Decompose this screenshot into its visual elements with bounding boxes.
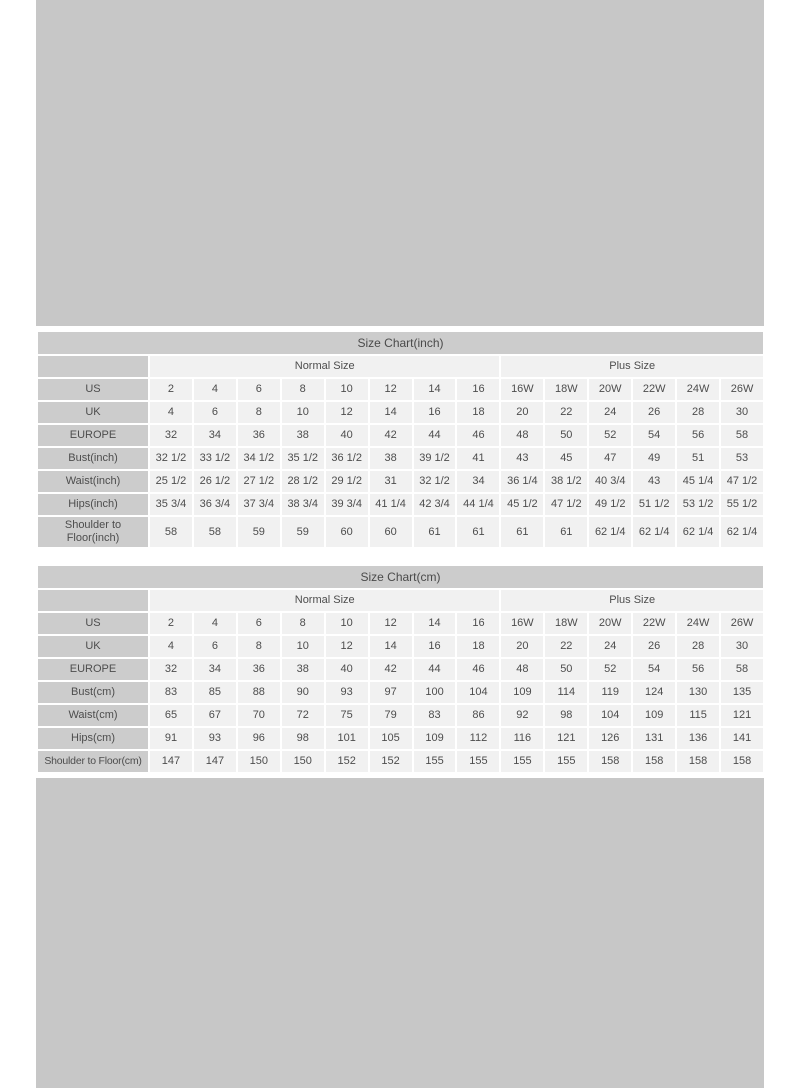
row-label: Waist(inch): [38, 471, 148, 492]
cell-value: 35 3/4: [150, 494, 192, 515]
cell-value: 35 1/2: [282, 448, 324, 469]
cell-value: 40: [326, 425, 368, 446]
size-chart-table: [38, 332, 763, 547]
cell-value: 52: [589, 425, 631, 446]
group-header-row: [38, 356, 763, 377]
row-label: Hips(inch): [38, 494, 148, 515]
cell-value: 130: [677, 682, 719, 703]
cell-value: 31: [370, 471, 412, 492]
cell-value: 2: [150, 613, 192, 634]
cell-value: 24: [589, 636, 631, 657]
cell-value: 27 1/2: [238, 471, 280, 492]
table-grid: [38, 356, 763, 547]
cell-value: 20: [501, 402, 543, 423]
cell-value: 2: [150, 379, 192, 400]
group-header: Normal Size: [150, 590, 499, 611]
group-header-spacer: [38, 356, 148, 377]
cell-value: 22: [545, 636, 587, 657]
cell-value: 42: [370, 425, 412, 446]
cell-value: 62 1/4: [633, 517, 675, 547]
size-chart-table: [38, 566, 763, 772]
cell-value: 18: [457, 402, 499, 423]
cell-value: 61: [501, 517, 543, 547]
cell-value: 45 1/2: [501, 494, 543, 515]
row-label: Hips(cm): [38, 728, 148, 749]
cell-value: 22W: [633, 613, 675, 634]
cell-value: 8: [282, 379, 324, 400]
cell-value: 38: [370, 448, 412, 469]
cell-value: 36: [238, 659, 280, 680]
cell-value: 61: [457, 517, 499, 547]
group-header: Plus Size: [501, 356, 763, 377]
cell-value: 50: [545, 659, 587, 680]
cell-value: 32: [150, 659, 192, 680]
cell-value: 70: [238, 705, 280, 726]
table-row: [38, 425, 763, 446]
cell-value: 104: [589, 705, 631, 726]
cell-value: 58: [194, 517, 236, 547]
cell-value: 16: [457, 613, 499, 634]
cell-value: 30: [721, 402, 763, 423]
cell-value: 30: [721, 636, 763, 657]
cell-value: 47 1/2: [721, 471, 763, 492]
cell-value: 47: [589, 448, 631, 469]
cell-value: 136: [677, 728, 719, 749]
cell-value: 44 1/4: [457, 494, 499, 515]
cell-value: 8: [238, 402, 280, 423]
cell-value: 18W: [545, 613, 587, 634]
cell-value: 14: [370, 402, 412, 423]
table-row: [38, 613, 763, 634]
cell-value: 83: [414, 705, 456, 726]
cell-value: 24: [589, 402, 631, 423]
cell-value: 155: [501, 751, 543, 772]
cell-value: 158: [589, 751, 631, 772]
cell-value: 45 1/4: [677, 471, 719, 492]
cell-value: 93: [326, 682, 368, 703]
cell-value: 49: [633, 448, 675, 469]
cell-value: 22W: [633, 379, 675, 400]
cell-value: 26: [633, 636, 675, 657]
table-title: Size Chart(inch): [38, 332, 763, 354]
cell-value: 109: [501, 682, 543, 703]
cell-value: 50: [545, 425, 587, 446]
cell-value: 26: [633, 402, 675, 423]
cell-value: 109: [414, 728, 456, 749]
cell-value: 26W: [721, 613, 763, 634]
cell-value: 53 1/2: [677, 494, 719, 515]
cell-value: 46: [457, 659, 499, 680]
cell-value: 8: [238, 636, 280, 657]
cell-value: 8: [282, 613, 324, 634]
cell-value: 10: [282, 402, 324, 423]
cell-value: 58: [721, 425, 763, 446]
cell-value: 147: [194, 751, 236, 772]
cell-value: 91: [150, 728, 192, 749]
row-label: UK: [38, 402, 148, 423]
cell-value: 62 1/4: [677, 517, 719, 547]
cell-value: 20: [501, 636, 543, 657]
row-label: US: [38, 613, 148, 634]
cell-value: 16: [414, 636, 456, 657]
cell-value: 158: [721, 751, 763, 772]
cell-value: 18W: [545, 379, 587, 400]
cell-value: 51: [677, 448, 719, 469]
cell-value: 38 1/2: [545, 471, 587, 492]
cell-value: 54: [633, 659, 675, 680]
cell-value: 47 1/2: [545, 494, 587, 515]
cell-value: 88: [238, 682, 280, 703]
cell-value: 92: [501, 705, 543, 726]
cell-value: 37 3/4: [238, 494, 280, 515]
cell-value: 72: [282, 705, 324, 726]
cell-value: 109: [633, 705, 675, 726]
cell-value: 12: [326, 402, 368, 423]
cell-value: 67: [194, 705, 236, 726]
cell-value: 38: [282, 659, 324, 680]
cell-value: 58: [721, 659, 763, 680]
table-row: [38, 471, 763, 492]
row-label: Shoulder to Floor(cm): [38, 751, 148, 772]
cell-value: 56: [677, 659, 719, 680]
cell-value: 150: [238, 751, 280, 772]
cell-value: 150: [282, 751, 324, 772]
cell-value: 16: [414, 402, 456, 423]
table-row: [38, 379, 763, 400]
cell-value: 16W: [501, 379, 543, 400]
cell-value: 90: [282, 682, 324, 703]
table-row: [38, 682, 763, 703]
cell-value: 39 3/4: [326, 494, 368, 515]
row-label: Bust(inch): [38, 448, 148, 469]
cell-value: 41 1/4: [370, 494, 412, 515]
cell-value: 4: [150, 402, 192, 423]
cell-value: 4: [150, 636, 192, 657]
table-row: [38, 636, 763, 657]
cell-value: 135: [721, 682, 763, 703]
cell-value: 62 1/4: [589, 517, 631, 547]
cell-value: 44: [414, 425, 456, 446]
table-row: [38, 402, 763, 423]
cell-value: 24W: [677, 613, 719, 634]
cell-value: 114: [545, 682, 587, 703]
cell-value: 147: [150, 751, 192, 772]
cell-value: 43: [501, 448, 543, 469]
cell-value: 52: [589, 659, 631, 680]
row-label: EUROPE: [38, 659, 148, 680]
row-label: Waist(cm): [38, 705, 148, 726]
cell-value: 61: [414, 517, 456, 547]
cell-value: 32: [150, 425, 192, 446]
group-header: Normal Size: [150, 356, 499, 377]
cell-value: 4: [194, 379, 236, 400]
cell-value: 20W: [589, 379, 631, 400]
cell-value: 10: [282, 636, 324, 657]
cell-value: 29 1/2: [326, 471, 368, 492]
cell-value: 61: [545, 517, 587, 547]
cell-value: 126: [589, 728, 631, 749]
cell-value: 158: [677, 751, 719, 772]
group-header: Plus Size: [501, 590, 763, 611]
cell-value: 6: [238, 379, 280, 400]
group-header-spacer: [38, 590, 148, 611]
cell-value: 97: [370, 682, 412, 703]
cell-value: 48: [501, 659, 543, 680]
cell-value: 45: [545, 448, 587, 469]
cell-value: 115: [677, 705, 719, 726]
cell-value: 121: [545, 728, 587, 749]
cell-value: 36 3/4: [194, 494, 236, 515]
cell-value: 28: [677, 636, 719, 657]
cell-value: 18: [457, 636, 499, 657]
cell-value: 93: [194, 728, 236, 749]
cell-value: 4: [194, 613, 236, 634]
cell-value: 6: [194, 636, 236, 657]
cell-value: 98: [282, 728, 324, 749]
cell-value: 105: [370, 728, 412, 749]
table-row: [38, 659, 763, 680]
cell-value: 155: [545, 751, 587, 772]
cell-value: 14: [370, 636, 412, 657]
cell-value: 54: [633, 425, 675, 446]
cell-value: 40 3/4: [589, 471, 631, 492]
cell-value: 65: [150, 705, 192, 726]
table-row: [38, 751, 763, 772]
cell-value: 34: [194, 425, 236, 446]
cell-value: 48: [501, 425, 543, 446]
table-row: [38, 494, 763, 515]
row-label: Shoulder to Floor(inch): [38, 517, 148, 547]
cell-value: 38 3/4: [282, 494, 324, 515]
row-label: US: [38, 379, 148, 400]
cell-value: 116: [501, 728, 543, 749]
cell-value: 28: [677, 402, 719, 423]
cell-value: 56: [677, 425, 719, 446]
cell-value: 22: [545, 402, 587, 423]
cell-value: 36: [238, 425, 280, 446]
product-image-background: [36, 0, 764, 1088]
cell-value: 58: [150, 517, 192, 547]
table-row: [38, 517, 763, 547]
cell-value: 12: [370, 613, 412, 634]
cell-value: 10: [326, 379, 368, 400]
cell-value: 28 1/2: [282, 471, 324, 492]
cell-value: 101: [326, 728, 368, 749]
cell-value: 53: [721, 448, 763, 469]
cell-value: 60: [370, 517, 412, 547]
cell-value: 131: [633, 728, 675, 749]
row-label: UK: [38, 636, 148, 657]
cell-value: 16W: [501, 613, 543, 634]
cell-value: 40: [326, 659, 368, 680]
cell-value: 32 1/2: [150, 448, 192, 469]
group-header-row: [38, 590, 763, 611]
cell-value: 26W: [721, 379, 763, 400]
cell-value: 112: [457, 728, 499, 749]
cell-value: 100: [414, 682, 456, 703]
cell-value: 83: [150, 682, 192, 703]
cell-value: 34 1/2: [238, 448, 280, 469]
cell-value: 75: [326, 705, 368, 726]
cell-value: 59: [282, 517, 324, 547]
cell-value: 16: [457, 379, 499, 400]
cell-value: 59: [238, 517, 280, 547]
cell-value: 86: [457, 705, 499, 726]
cell-value: 79: [370, 705, 412, 726]
table-row: [38, 448, 763, 469]
cell-value: 14: [414, 379, 456, 400]
cell-value: 121: [721, 705, 763, 726]
cell-value: 104: [457, 682, 499, 703]
cell-value: 34: [194, 659, 236, 680]
cell-value: 36 1/2: [326, 448, 368, 469]
cell-value: 12: [370, 379, 412, 400]
cell-value: 62 1/4: [721, 517, 763, 547]
cell-value: 152: [326, 751, 368, 772]
row-label: Bust(cm): [38, 682, 148, 703]
cell-value: 12: [326, 636, 368, 657]
cell-value: 36 1/4: [501, 471, 543, 492]
cell-value: 60: [326, 517, 368, 547]
table-grid: [38, 590, 763, 772]
cell-value: 155: [414, 751, 456, 772]
cell-value: 152: [370, 751, 412, 772]
table-row: [38, 728, 763, 749]
cell-value: 98: [545, 705, 587, 726]
cell-value: 39 1/2: [414, 448, 456, 469]
cell-value: 26 1/2: [194, 471, 236, 492]
cell-value: 32 1/2: [414, 471, 456, 492]
cell-value: 42: [370, 659, 412, 680]
cell-value: 14: [414, 613, 456, 634]
cell-value: 119: [589, 682, 631, 703]
table-row: [38, 705, 763, 726]
cell-value: 34: [457, 471, 499, 492]
cell-value: 33 1/2: [194, 448, 236, 469]
cell-value: 6: [238, 613, 280, 634]
table-title: Size Chart(cm): [38, 566, 763, 588]
size-chart-section: [36, 326, 764, 778]
cell-value: 51 1/2: [633, 494, 675, 515]
cell-value: 6: [194, 402, 236, 423]
cell-value: 25 1/2: [150, 471, 192, 492]
cell-value: 10: [326, 613, 368, 634]
cell-value: 124: [633, 682, 675, 703]
cell-value: 24W: [677, 379, 719, 400]
cell-value: 49 1/2: [589, 494, 631, 515]
cell-value: 43: [633, 471, 675, 492]
cell-value: 55 1/2: [721, 494, 763, 515]
row-label: EUROPE: [38, 425, 148, 446]
cell-value: 158: [633, 751, 675, 772]
cell-value: 96: [238, 728, 280, 749]
cell-value: 42 3/4: [414, 494, 456, 515]
cell-value: 38: [282, 425, 324, 446]
cell-value: 20W: [589, 613, 631, 634]
cell-value: 85: [194, 682, 236, 703]
cell-value: 46: [457, 425, 499, 446]
cell-value: 155: [457, 751, 499, 772]
cell-value: 44: [414, 659, 456, 680]
cell-value: 41: [457, 448, 499, 469]
cell-value: 141: [721, 728, 763, 749]
